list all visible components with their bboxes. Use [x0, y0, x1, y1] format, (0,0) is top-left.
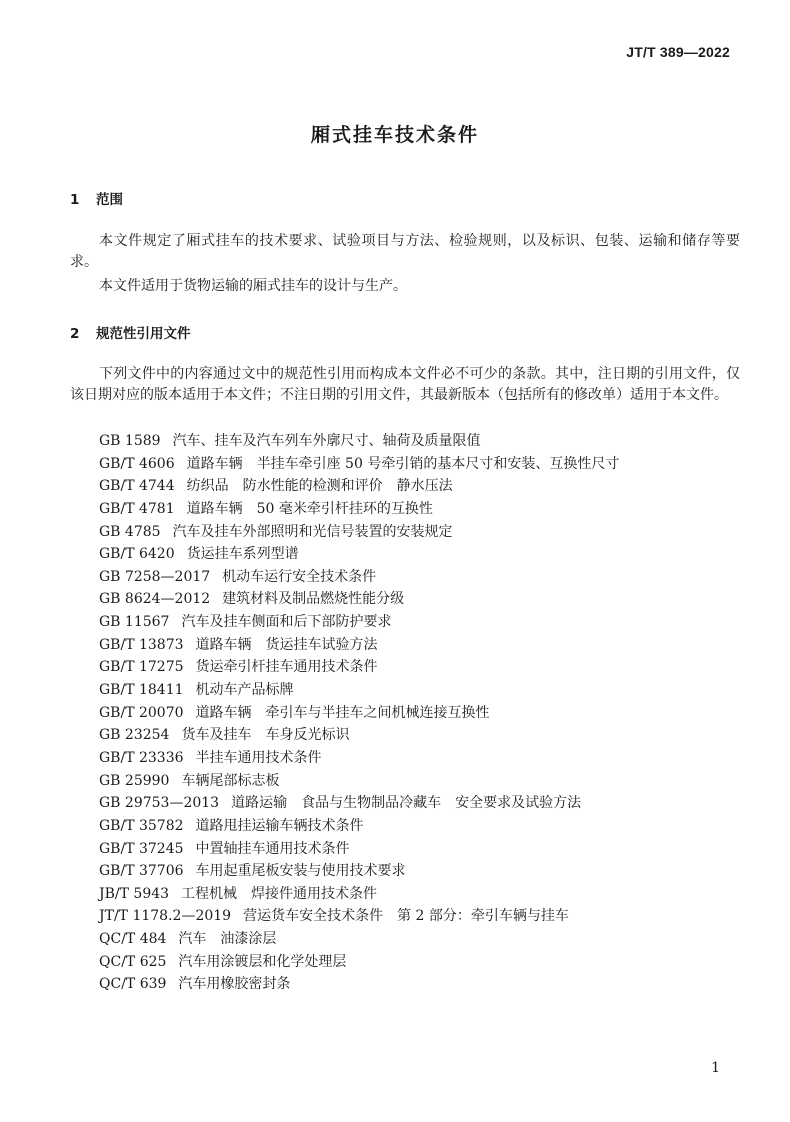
reference-code: GB/T 4781: [99, 500, 175, 517]
reference-list: [99, 430, 619, 996]
section-number: 1: [70, 192, 80, 208]
reference-title: 汽车 油漆涂层: [178, 931, 277, 948]
reference-title: 纺织品 防水性能的检测和评价 静水压法: [186, 478, 453, 495]
reference-title: 道路车辆 货运挂车试验方法: [195, 636, 378, 653]
reference-title: 汽车及挂车外部照明和光信号装置的安装规定: [172, 523, 453, 540]
reference-title: 货运牵引杆挂车通用技术条件: [195, 659, 378, 676]
reference-item: [99, 951, 619, 974]
reference-item: [99, 679, 619, 702]
reference-item: [99, 498, 619, 521]
reference-title: 道路甩挂运输车辆技术条件: [195, 817, 364, 834]
page-number: 1: [711, 1060, 720, 1076]
reference-item: [99, 656, 619, 679]
reference-title: 营运货车安全技术条件 第 2 部分：牵引车辆与挂车: [243, 908, 569, 925]
reference-item: [99, 838, 619, 861]
reference-code: GB 7258—2017: [99, 568, 211, 585]
reference-title: 机动车产品标牌: [195, 682, 294, 699]
reference-title: 半挂车通用技术条件: [195, 749, 322, 766]
reference-code: GB 25990: [99, 772, 170, 789]
reference-title: 建筑材料及制品燃烧性能分级: [222, 591, 405, 608]
document-title: 厢式挂车技术条件: [310, 124, 479, 146]
reference-code: JT/T 1178.2—2019: [99, 908, 232, 925]
reference-item: [99, 543, 619, 566]
reference-title: 货运挂车系列型谱: [186, 546, 299, 563]
reference-item: [99, 634, 619, 657]
reference-code: GB 11567: [99, 614, 170, 631]
section-heading-scope: [70, 188, 123, 208]
reference-title: 汽车用橡胶密封条: [178, 976, 291, 993]
reference-code: QC/T 639: [99, 976, 167, 993]
reference-code: GB/T 13873: [99, 636, 184, 653]
section-number: 2: [70, 326, 80, 342]
reference-item: [99, 453, 619, 476]
reference-item: [99, 770, 619, 793]
standard-code: JT/T 389—2022: [626, 44, 730, 60]
reference-title: 道路车辆 50 毫米牵引杆挂环的互换性: [186, 500, 433, 517]
reference-item: [99, 815, 619, 838]
reference-code: GB/T 37245: [99, 840, 184, 857]
reference-item: [99, 566, 619, 589]
section-title: 范围: [96, 192, 123, 208]
scope-paragraph-2: 本文件适用于货物运输的厢式挂车的设计与生产。: [99, 278, 407, 294]
reference-title: 车辆尾部标志板: [181, 772, 280, 789]
reference-code: GB/T 18411: [99, 682, 184, 699]
reference-code: GB/T 37706: [99, 863, 184, 880]
reference-code: GB/T 4606: [99, 455, 175, 472]
reference-code: GB 8624—2012: [99, 591, 211, 608]
reference-code: GB/T 4744: [99, 478, 175, 495]
reference-item: [99, 430, 619, 453]
reference-title: 工程机械 焊接件通用技术条件: [181, 885, 378, 902]
reference-item: [99, 611, 619, 634]
section-heading-normative-references: [70, 322, 191, 342]
reference-item: [99, 860, 619, 883]
reference-code: JB/T 5943: [99, 885, 170, 902]
reference-title: 道路车辆 半挂车牵引座 50 号牵引销的基本尺寸和安装、互换性尺寸: [186, 455, 620, 472]
reference-item: [99, 724, 619, 747]
reference-code: GB 1589: [99, 433, 161, 449]
reference-code: QC/T 625: [99, 953, 167, 970]
reference-item: [99, 475, 619, 498]
reference-code: GB/T 20070: [99, 704, 184, 721]
reference-item: [99, 905, 619, 928]
reference-title: 车用起重尾板安装与使用技术要求: [195, 863, 406, 880]
reference-code: GB 23254: [99, 727, 170, 744]
reference-item: [99, 883, 619, 906]
reference-item: [99, 521, 619, 544]
reference-title: 机动车运行安全技术条件: [222, 568, 377, 585]
reference-title: 汽车、挂车及汽车列车外廓尺寸、轴荷及质量限值: [172, 433, 481, 449]
reference-item: [99, 702, 619, 725]
reference-item: [99, 747, 619, 770]
reference-item: [99, 792, 619, 815]
reference-title: 汽车用涂镀层和化学处理层: [178, 953, 347, 970]
reference-item: [99, 928, 619, 951]
reference-title: 道路车辆 牵引车与半挂车之间机械连接互换性: [195, 704, 490, 721]
reference-title: 汽车及挂车侧面和后下部防护要求: [181, 614, 392, 631]
reference-title: 货车及挂车 车身反光标识: [181, 727, 350, 744]
reference-code: GB/T 17275: [99, 659, 184, 676]
reference-code: GB 4785: [99, 523, 161, 540]
reference-title: 中置轴挂车通用技术条件: [195, 840, 350, 857]
reference-item: [99, 973, 619, 996]
reference-title: 道路运输 食品与生物制品冷藏车 安全要求及试验方法: [231, 795, 582, 812]
reference-code: GB/T 35782: [99, 817, 184, 834]
reference-code: GB/T 6420: [99, 546, 175, 563]
references-intro-paragraph: 下列文件中的内容通过文中的规范性引用而构成本文件必不可少的条款。其中，注日期的引用文件，仅该日期对应的版本适用于本文件；不注日期的引用文件，其最新版本（包括所有的修改单）适用于本文件。: [70, 366, 740, 403]
reference-code: GB 29753—2013: [99, 795, 220, 812]
reference-code: GB/T 23336: [99, 749, 184, 766]
scope-paragraph-1: 本文件规定了厢式挂车的技术要求、试验项目与方法、检验规则，以及标识、包装、运输和储存等要求。: [70, 233, 740, 270]
reference-item: [99, 588, 619, 611]
section-title: 规范性引用文件: [96, 326, 191, 342]
reference-code: QC/T 484: [99, 931, 167, 948]
